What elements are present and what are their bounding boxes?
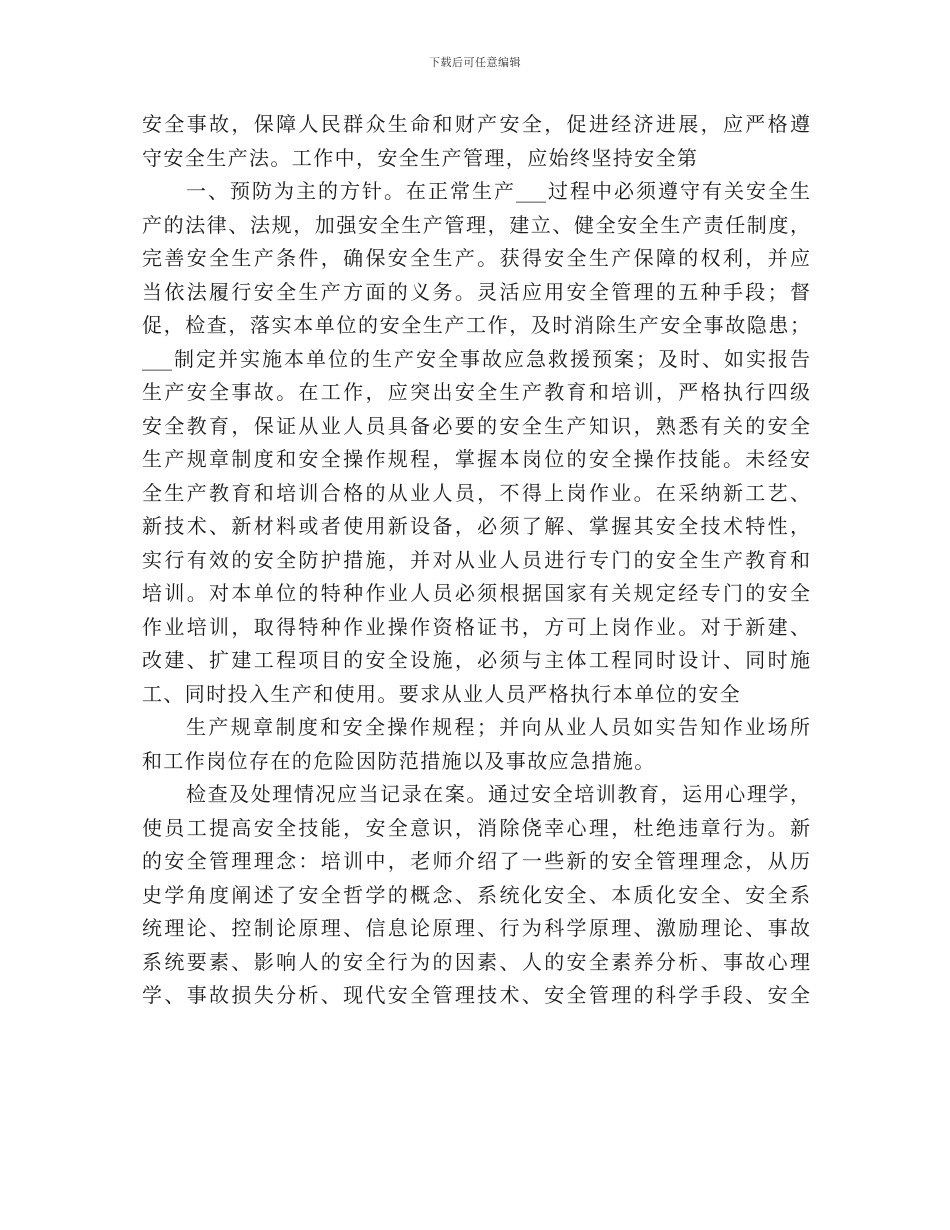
document-body [142,108,810,1013]
text-line: 系统要素、影响人的安全行为的因素、人的安全素养分析、事故心理 [142,949,810,974]
page-header: 下载后可任意编辑 [429,56,521,69]
text-line: 生产规章制度和安全操作规程；并向从业人员如实告知作业场所 [186,715,810,739]
text-line: 促，检查，落实本单位的安全生产工作，及时消除生产安全事故隐患； [142,313,810,337]
text-line: 安全事故，保障人民群众生命和财产安全，促进经济进展，应严格遵 [142,112,810,136]
text-line: 作业培训，取得特种作业操作资格证书，方可上岗作业。对于新建、 [142,614,810,639]
text-line: ___制定并实施本单位的生产安全事故应急救援预案；及时、如实报告 [142,346,810,371]
text-line: 学、事故损失分析、现代安全管理技术、安全管理的科学手段、安全 [142,983,810,1007]
text-line: 改建、扩建工程项目的安全设施，必须与主体工程同时设计、同时施 [142,648,810,672]
text-line: 产的法律、法规，加强安全生产管理，建立、健全安全生产责任制度， [142,212,810,237]
text-line: 统理论、控制论原理、信息论原理、行为科学原理、激励理论、事故 [142,916,810,940]
text-line: 工、同时投入生产和使用。要求从业人员严格执行本单位的安全 [142,681,742,706]
text-line: 一、预防为主的方针。在正常生产___过程中必须遵守有关安全生 [186,179,810,203]
text-line: 守安全生产法。工作中，安全生产管理，应始终坚持安全第 [142,145,699,170]
text-line: 生产安全事故。在工作，应突出安全生产教育和培训，严格执行四级 [142,380,810,404]
text-line: 和工作岗位存在的危险因防范措施以及事故应急措施。 [142,748,656,773]
text-line: 新技术、新材料或者使用新设备，必须了解、掌握其安全技术特性， [142,514,810,538]
text-line: 实行有效的安全防护措施，并对从业人员进行专门的安全生产教育和 [142,547,810,572]
text-line: 使员工提高安全技能，安全意识，消除侥幸心理，杜绝违章行为。新 [142,815,810,840]
text-line: 的安全管理理念：培训中，老师介绍了一些新的安全管理理念，从历 [142,849,810,873]
text-line: 生产规章制度和安全操作规程，掌握本岗位的安全操作技能。未经安 [142,447,810,471]
text-line: 安全教育，保证从业人员具备必要的安全生产知识，熟悉有关的安全 [142,413,810,438]
text-line: 史学角度阐述了安全哲学的概念、系统化安全、本质化安全、安全系 [142,882,810,907]
text-line: 检查及处理情况应当记录在案。通过安全培训教育，运用心理学， [186,782,810,806]
text-line: 培训。对本单位的特种作业人员必须根据国家有关规定经专门的安全 [142,581,810,605]
text-line: 全生产教育和培训合格的从业人员，不得上岗作业。在采纳新工艺、 [142,480,810,505]
text-line: 完善安全生产条件，确保安全生产。获得安全生产保障的权利，并应 [142,246,810,270]
text-line: 当依法履行安全生产方面的义务。灵活应用安全管理的五种手段；督 [142,279,810,304]
